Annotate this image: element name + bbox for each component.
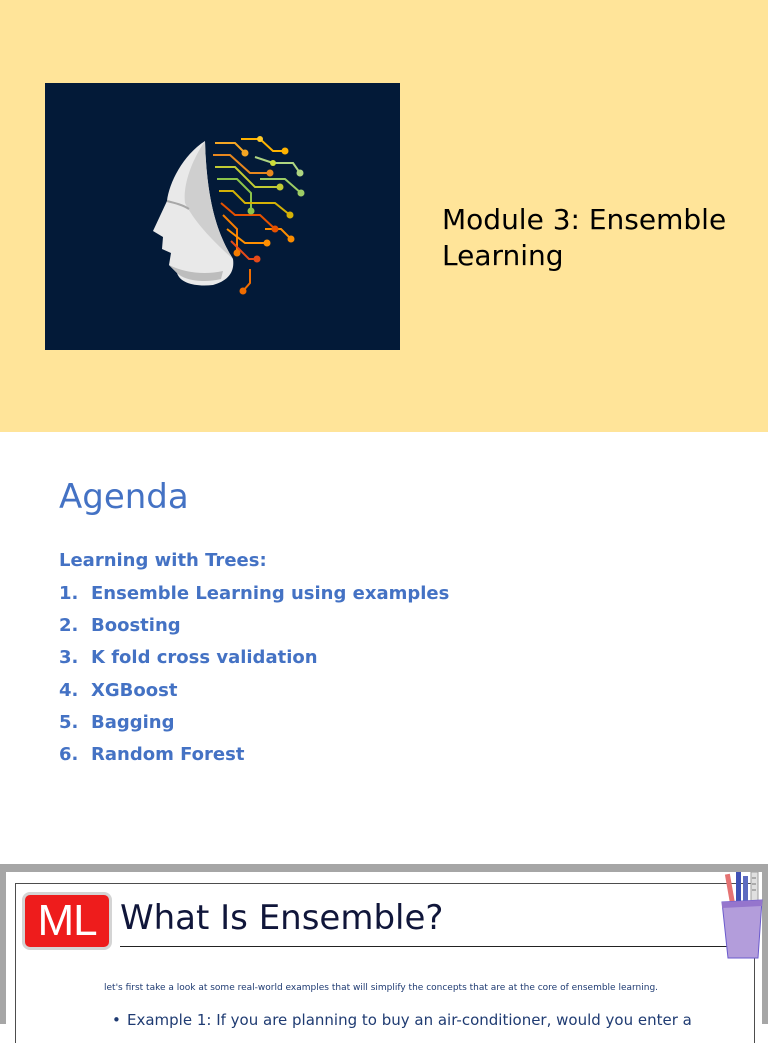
agenda-item-number: 6.	[59, 743, 79, 765]
ml-logo: ML	[22, 892, 112, 950]
agenda-item-label: Ensemble Learning using examples	[91, 583, 450, 604]
agenda-item-label: XGBoost	[91, 679, 178, 701]
agenda-item-label: Boosting	[91, 615, 181, 637]
agenda-item-number: 2.	[59, 615, 79, 637]
title-slide	[0, 0, 768, 432]
ai-head-circuit-illustration	[45, 83, 400, 350]
agenda-slide	[0, 432, 768, 864]
agenda-item-label: Random Forest	[91, 743, 245, 765]
title-divider	[120, 946, 730, 947]
pencil-cup-icon	[718, 872, 766, 960]
ensemble-intro: let's first take a look at some real-world examples that will simplify the concepts that are at the core of ensemble learning.	[104, 983, 659, 993]
agenda-item	[59, 646, 449, 678]
ensemble-title: What Is Ensemble?	[120, 898, 444, 938]
ensemble-bullet	[112, 1011, 752, 1029]
agenda-item-label: K fold cross validation	[91, 647, 318, 669]
bullet-icon: •	[112, 1011, 121, 1029]
agenda-list	[59, 582, 449, 775]
agenda-heading: Agenda	[59, 477, 189, 517]
agenda-item	[59, 582, 449, 614]
agenda-item-number: 3.	[59, 647, 79, 669]
module-title: Module 3: Ensemble Learning	[442, 203, 727, 272]
ensemble-slide	[0, 864, 768, 1029]
agenda-item-number: 4.	[59, 679, 79, 701]
agenda-item	[59, 743, 449, 775]
slide-canvas	[6, 872, 762, 1032]
agenda-item	[59, 679, 449, 711]
agenda-item	[59, 614, 449, 646]
ai-head-image	[45, 83, 400, 350]
agenda-item-number: 5.	[59, 711, 79, 733]
agenda-item-label: Bagging	[91, 711, 175, 733]
agenda-item-number: 1.	[59, 583, 79, 604]
agenda-item	[59, 711, 449, 743]
agenda-intro: Learning with Trees:	[59, 550, 267, 571]
ensemble-bullet-text: Example 1: If you are planning to buy an air-conditioner, would you enter a	[127, 1011, 692, 1029]
